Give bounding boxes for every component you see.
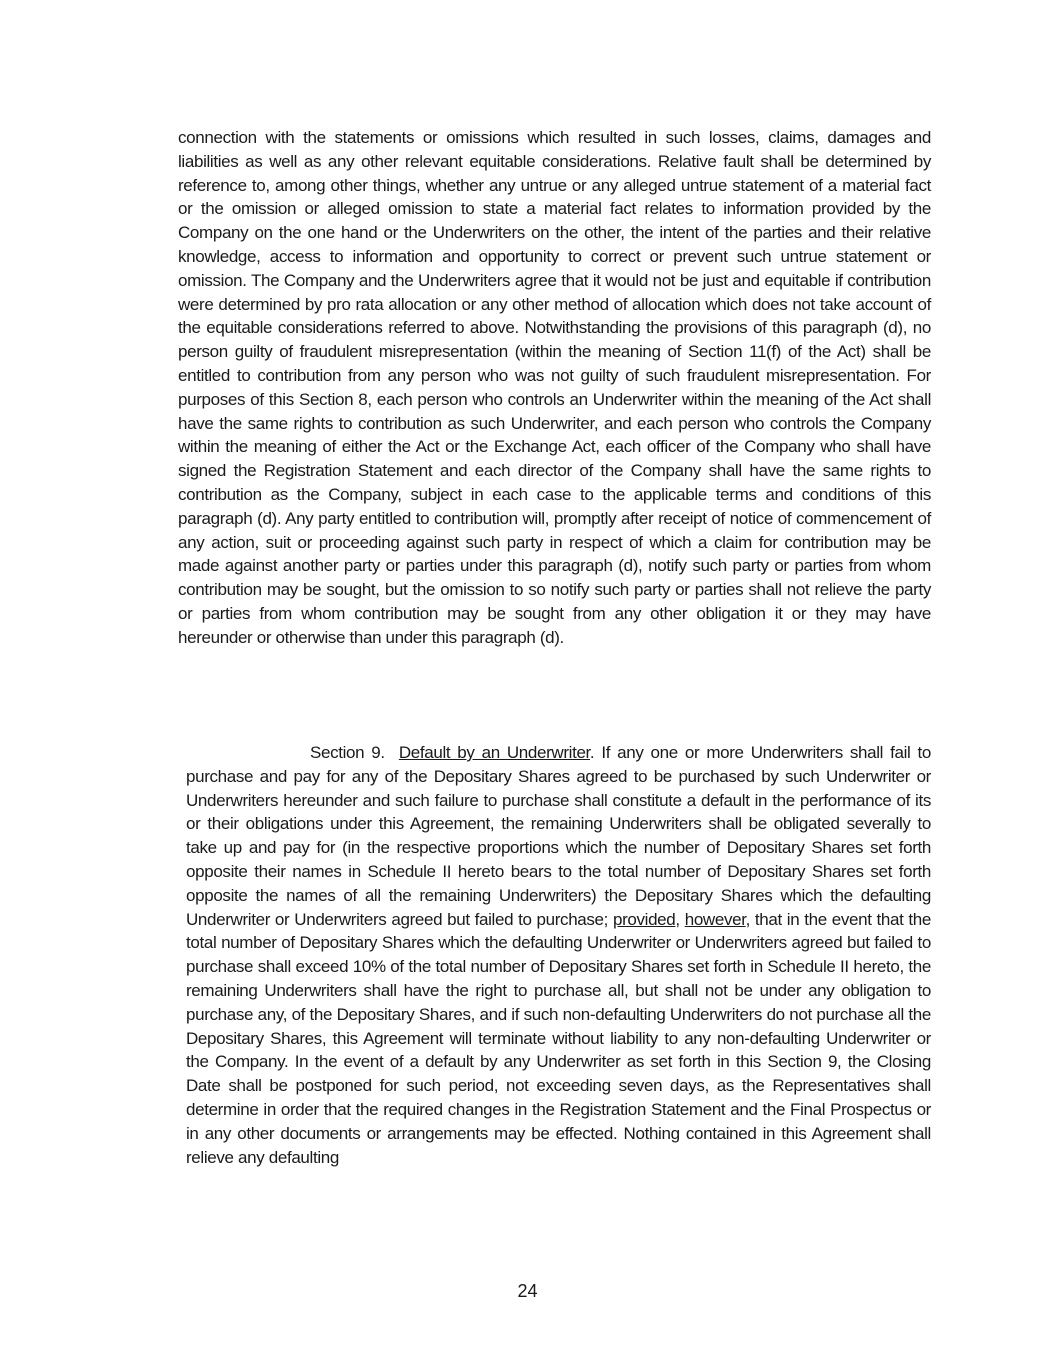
- comma-separator: ,: [675, 909, 685, 929]
- paragraph-contribution: connection with the statements or omissions which resulted in such losses, claims, damages and liabilities as well as any other relevant equitable considerations. Relative fault shall be determined by reference to, among other things, whether any untrue or any alleged untrue statement of a material fact or the omission or alleged omission to state a material fact relates to information provided by the Company on the one hand or the Underwriters on the other, the intent of the parties and their relative knowledge, access to information and opportunity to correct or prevent such untrue statement or omission. The Company and the Underwriters agree that it would not be just and equitable if contribution were determined by pro rata allocation or any other method of allocation which does not take account of the equitable considerations referred to above. Notwithstanding the provisions of this paragraph (d), no person guilty of fraudulent misrepresentation (within the meaning of Section 11(f) of the Act) shall be entitled to contribution from any person who was not guilty of such fraudulent misrepresentation. For purposes of this Section 8, each person who controls an Underwriter within the meaning of the Act shall have the same rights to contribution as such Underwriter, and each person who controls the Company within the meaning of either the Act or the Exchange Act, each officer of the Company who shall have signed the Registration Statement and each director of the Company shall have the same rights to contribution as the Company, subject in each case to the applicable terms and conditions of this paragraph (d). Any party entitled to contribution will, promptly after receipt of notice of commencement of any action, suit or proceeding against such party in respect of which a claim for contribution may be made against another party or parties under this paragraph (d), notify such party or parties from whom contribution may be sought, but the omission to so notify such party or parties shall not relieve the party or parties from whom contribution may be sought from any other obligation it or they may have hereunder or otherwise than under this paragraph (d).: [178, 128, 931, 647]
- provided-term: provided: [612, 909, 676, 929]
- however-term: however: [684, 909, 746, 929]
- section-9-label: Section 9.: [310, 743, 385, 762]
- section-9-text-part-1: . If any one or more Underwriters shall fail to purchase and pay for any of the Depositary Shares agreed to be purchased by such Underwriter or Underwriters hereunder and such failure to purchase shall constitute a default in the performance of its or their obligations under this Agreement, the remaining Underwriters shall be obligated severally to take up and pay for (in the respective proportions which the number of Depositary Shares set forth opposite their names in Schedule II hereto bears to the total number of Depositary Shares set forth opposite the names of all the remaining Underwriters) the Depositary Shares which the defaulting Underwriter or Underwriters agreed but failed to purchase;: [186, 743, 931, 929]
- paragraph-section-9: [186, 741, 931, 1169]
- page-number: 24: [517, 1281, 538, 1301]
- section-9-heading: Default by an Underwriter: [398, 743, 590, 762]
- section-9-text-part-2: , that in the event that the total number of Depositary Shares which the defaulting Underwriter or Underwriters agreed but failed to purchase shall exceed 10% of the total number of Depositary Shares set forth in Schedule II hereto, the remaining Underwriters shall have the right to purchase all, but shall not be under any obligation to purchase any, of the Depositary Shares, and if such non-defaulting Underwriters do not purchase all the Depositary Shares, this Agreement will terminate without liability to any non-defaulting Underwriter or the Company. In the event of a default by any Underwriter as set forth in this Section 9, the Closing Date shall be postponed for such period, not exceeding seven days, as the Representatives shall determine in order that the required changes in the Registration Statement and the Final Prospectus or in any other documents or arrangements may be effected. Nothing contained in this Agreement shall relieve any defaulting: [186, 909, 932, 1167]
